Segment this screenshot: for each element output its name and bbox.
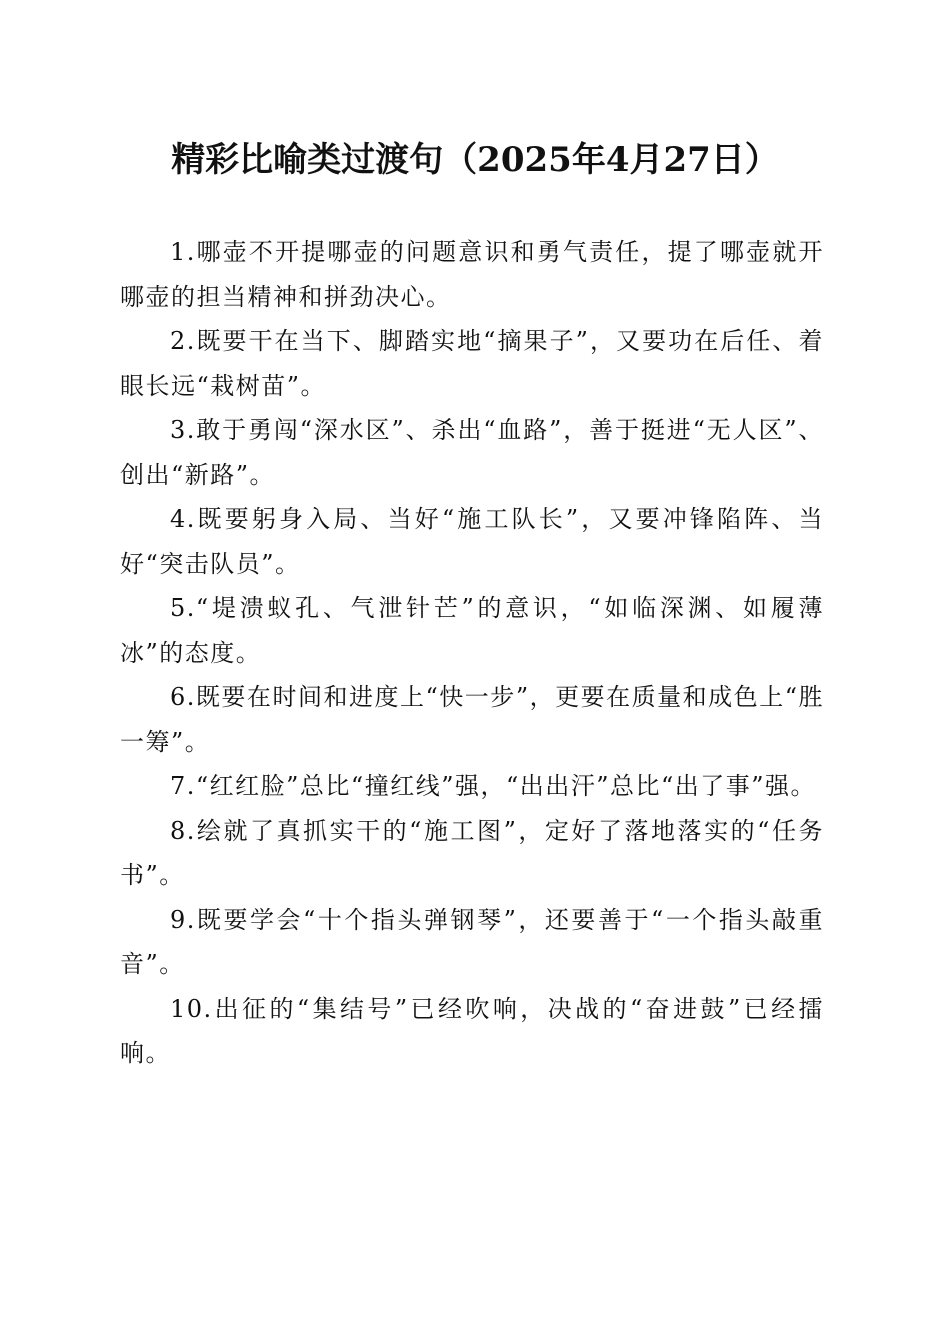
paragraph-2: 2.既要干在当下、脚踏实地“摘果子”，又要功在后任、着眼长远“栽树苗”。 (120, 327, 824, 400)
paragraph-8: 8.绘就了真抓实干的“施工图”，定好了落地落实的“任务书”。 (120, 816, 824, 889)
paragraph-7: 7.“红红脸”总比“撞红线”强，“出出汗”总比“出了事”强。 (170, 772, 817, 800)
document-title: 精彩比喻类过渡句（2025年4月27日） (171, 140, 779, 180)
paragraph-4: 4.既要躬身入局、当好“施工队长”，又要冲锋陷阵、当好“突击队员”。 (120, 505, 824, 578)
paragraph-1: 1.哪壶不开提哪壶的问题意识和勇气责任，提了哪壶就开哪壶的担当精神和拼劲决心。 (120, 238, 824, 311)
paragraph-9: 9.既要学会“十个指头弹钢琴”，还要善于“一个指头敲重音”。 (120, 905, 824, 978)
document-body (120, 230, 824, 1076)
paragraph-3: 3.敢于勇闯“深水区”、杀出“血路”，善于挺进“无人区”、创出“新路”。 (120, 416, 824, 489)
paragraph-5: 5.“堤溃蚁孔、气泄针芒”的意识，“如临深渊、如履薄冰”的态度。 (120, 594, 824, 667)
paragraph-6: 6.既要在时间和进度上“快一步”，更要在质量和成色上“胜一筹”。 (120, 683, 824, 756)
paragraph-10: 10.出征的“集结号”已经吹响，决战的“奋进鼓”已经擂响。 (120, 994, 824, 1067)
